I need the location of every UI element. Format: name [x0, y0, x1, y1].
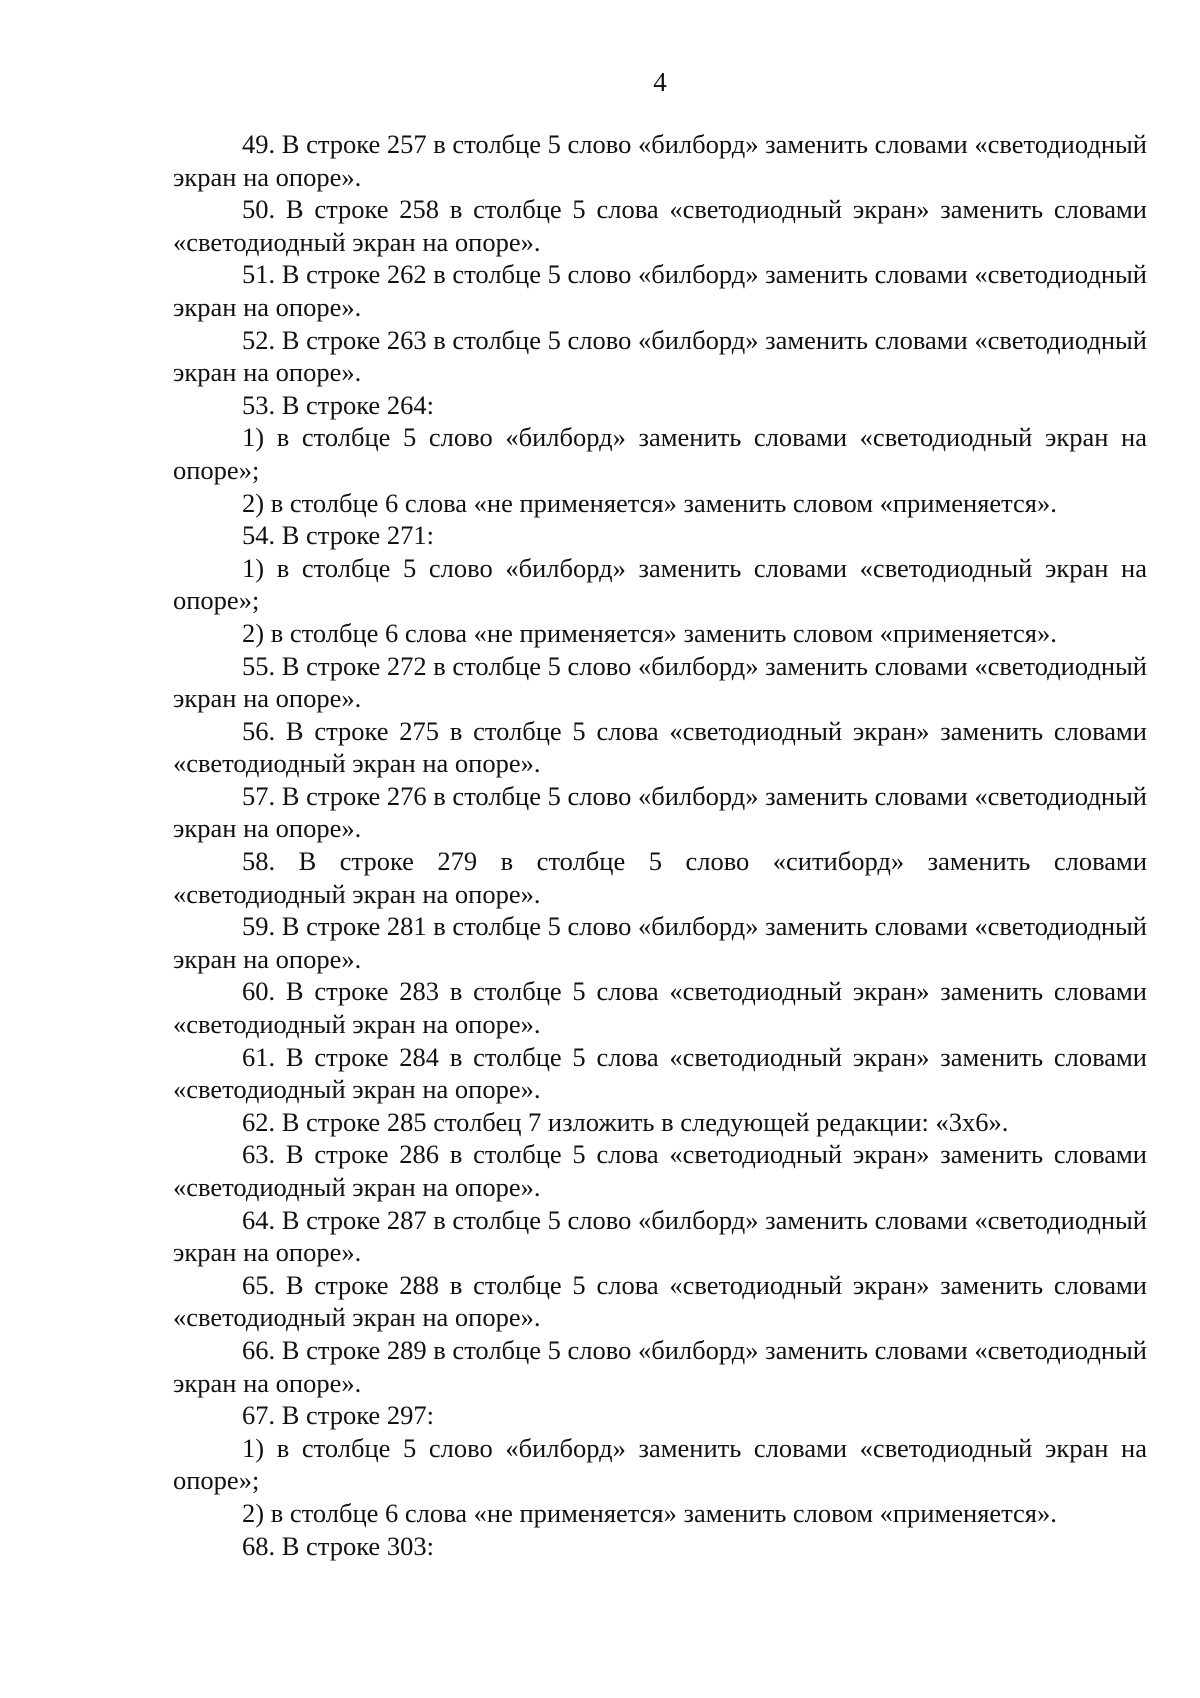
paragraph-68: 68. В строке 303:: [242, 1530, 434, 1561]
document-body: [173, 128, 1147, 1562]
paragraph-57: 57. В строке 276 в столбце 5 слово «билборд» заменить словами «светодиодный экран на опоре».: [173, 780, 1147, 844]
paragraph-51: 51. В строке 262 в столбце 5 слово «билборд» заменить словами «светодиодный экран на опоре».: [173, 259, 1147, 322]
paragraph-49: 49. В строке 257 в столбце 5 слово «билборд» заменить словами «светодиодный экран на опоре».: [173, 129, 1147, 192]
paragraph-67: 67. В строке 297:: [242, 1400, 434, 1431]
paragraph-64: 64. В строке 287 в столбце 5 слово «билборд» заменить словами «светодиодный экран на опоре».: [173, 1204, 1147, 1268]
paragraph-61: 61. В строке 284 в столбце 5 слова «светодиодный экран» заменить словами «светодиодный экран на опоре».: [173, 1041, 1147, 1105]
paragraph-63: 63. В строке 286 в столбце 5 слова «светодиодный экран» заменить словами «светодиодный экран на опоре».: [173, 1139, 1147, 1202]
paragraph-66: 66. В строке 289 в столбце 5 слово «билборд» заменить словами «светодиодный экран на опоре».: [173, 1334, 1147, 1398]
paragraph-53-sub-1: 1) в столбце 5 слово «билборд» заменить словами «светодиодный экран на опоре»;: [173, 422, 1147, 485]
paragraph-67-sub-1: 1) в столбце 5 слово «билборд» заменить словами «светодиодный экран на опоре»;: [173, 1432, 1147, 1496]
paragraph-54: 54. В строке 271:: [242, 520, 434, 551]
paragraph-50: 50. В строке 258 в столбце 5 слова «светодиодный экран» заменить словами «светодиодный экран на опоре».: [173, 194, 1147, 257]
paragraph-62: 62. В строке 285 столбец 7 изложить в следующей редакции: «3x6».: [242, 1106, 1009, 1137]
paragraph-55: 55. В строке 272 в столбце 5 слово «билборд» заменить словами «светодиодный экран на опоре».: [173, 650, 1147, 714]
paragraph-58: 58. В строке 279 в столбце 5 слово «ситиборд» заменить словами «светодиодный экран на опоре».: [173, 846, 1147, 909]
paragraph-67-sub-2: 2) в столбце 6 слова «не применяется» заменить словом «применяется».: [242, 1497, 1057, 1528]
paragraph-59: 59. В строке 281 в столбце 5 слово «билборд» заменить словами «светодиодный экран на опоре».: [173, 911, 1147, 974]
paragraph-54-sub-1: 1) в столбце 5 слово «билборд» заменить словами «светодиодный экран на опоре»;: [173, 552, 1147, 616]
paragraph-56: 56. В строке 275 в столбце 5 слова «светодиодный экран» заменить словами «светодиодный экран на опоре».: [173, 715, 1147, 779]
page-number: 4: [653, 67, 667, 97]
paragraph-54-sub-2: 2) в столбце 6 слова «не применяется» заменить словом «применяется».: [242, 617, 1057, 648]
paragraph-53-sub-2: 2) в столбце 6 слова «не применяется» заменить словом «применяется».: [242, 487, 1057, 518]
paragraph-53: 53. В строке 264:: [242, 389, 434, 420]
paragraph-65: 65. В строке 288 в столбце 5 слова «светодиодный экран» заменить словами «светодиодный экран на опоре».: [173, 1269, 1147, 1333]
paragraph-60: 60. В строке 283 в столбце 5 слова «светодиодный экран» заменить словами «светодиодный экран на опоре».: [173, 976, 1147, 1040]
paragraph-52: 52. В строке 263 в столбце 5 слово «билборд» заменить словами «светодиодный экран на опоре».: [173, 324, 1147, 388]
